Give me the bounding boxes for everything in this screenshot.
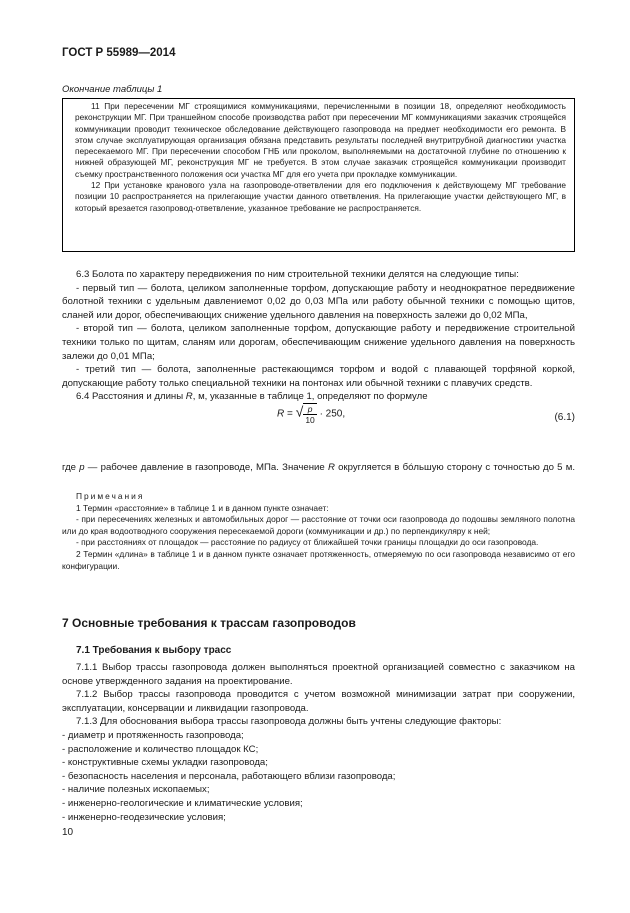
swamp-type-3: - третий тип — болота, заполненные растекающимся торфом и водой с плавающей торфяной коркой, допускающие работу только специальной техники на понтонах или обычной техники с плавучих средств.	[62, 364, 575, 389]
swamp-type-2: - второй тип — болота, целиком заполненные торфом, допускающие работу и передвижение строительной техники только по щитам, сланям или дорогам, обеспечивающим снижение удельного давления на поверхность залежи до 0,01 МПа;	[62, 323, 575, 362]
section-6-4-intro: 6.4 Расстояния и длины R, м, указанные в таблице 1, определяют по формуле	[76, 391, 428, 403]
factor-item: - диаметр и протяженность газопровода;	[62, 729, 244, 741]
note-1-roads: - при пересечениях железных и автомобильных дорог — расстояние от точки оси газопровода до подошвы земляного полотна или до края водоотводного сооружения пересекаемой дороги (коммуникации и др.) по перпендикуляру к ней;	[62, 514, 575, 536]
document-header: ГОСТ Р 55989—2014	[62, 47, 176, 59]
factor-item: - расположение и количество площадок КС;	[62, 743, 259, 755]
table-note-11: 11 При пересечении МГ строящимися коммуникациями, перечисленными в позиции 18, определяют необходимость реконструкции МГ. При траншейном способе производства работ при пересечении МГ коммуникациями заказчик строящейся коммуникации проводит техническое обследование действующего газопровода на предмет необходимости его ремонта. В этом случае эксплуатирующая организация обязана представить результаты последней внутритрубной диагностики участка пересекаемого МГ. При пересечении способом ГНБ или проколом, выполняемыми на достаточной глубине по отношению к нижней образующей МГ, реконструкция МГ не требуется. В этом случае заказчик строящейся коммуникации производит съемку пространственного положения оси участка МГ для его учета при прокладке коммуникации.	[75, 101, 566, 179]
factor-item: - конструктивные схемы укладки газопровода;	[62, 757, 268, 769]
formula-6-1	[62, 399, 575, 439]
formula-number: (6.1)	[554, 412, 575, 423]
formula-expression: R = √ $\frac{p}{10}$ · 250,	[277, 403, 346, 425]
factor-item: - безопасность населения и персонала, работающего вблизи газопровода;	[62, 770, 396, 782]
table-notes-box	[62, 98, 575, 252]
swamp-type-1: - первый тип — болота, целиком заполненные торфом, допускающие работу и неоднократное передвижение болотной техники с удельным давлениемот 0,02 до 0,03 МПа или работу обычной техники с помощью щитов, сланей или дорог, обеспечивающих снижение удельного давления на поверхность залежи до 0,02 МПа,	[62, 282, 575, 321]
factor-item: - инженерно-геологические и климатические условия;	[62, 797, 303, 809]
factor-item: - наличие полезных ископаемых;	[62, 784, 210, 796]
notes-title: Примечания	[76, 491, 145, 501]
section-6-3	[62, 268, 575, 404]
note-1-sites: - при расстояниях от площадок — расстояние по радиусу от ближайшей точки границы площадки до оси газопровода.	[76, 537, 539, 548]
notes-block	[62, 491, 575, 572]
section-7-1-title: 7.1 Требования к выбору трасс	[76, 645, 232, 656]
table-note-12: 12 При установке кранового узла на газопроводе-ответвлении для его подключения к действующему МГ требование позиции 10 распространяется на прилегающие участки данного ответвления. На прилегающие участки действующего МГ, в который врезается газопровод-ответвление, указанное требование не распространяется.	[75, 180, 566, 213]
section-7-1-body	[62, 661, 575, 824]
formula-explanation: где p — рабочее давление в газопроводе, МПа. Значение R округляется в бóльшую сторону с точностью до 5 м.	[62, 462, 575, 473]
formula-fraction: $\frac{p}{10}$	[305, 404, 315, 425]
table-caption: Окончание таблицы 1	[62, 84, 163, 95]
section-7-title: 7 Основные требования к трассам газопроводов	[62, 616, 356, 630]
para-7-1-3: 7.1.3 Для обоснования выбора трассы газопровода должны быть учтены следующие факторы:	[76, 716, 502, 728]
note-1-intro: 1 Термин «расстояние» в таблице 1 и в данном пункте означает:	[76, 502, 329, 513]
section-6-3-intro: 6.3 Болота по характеру передвижения по ним строительной техники делятся на следующие типы:	[76, 269, 519, 280]
page-number: 10	[62, 827, 74, 838]
para-7-1-1: 7.1.1 Выбор трассы газопровода должен выполняться проектной организацией совместно с заказчиком на основе утвержденного задания на проектирование.	[62, 662, 575, 687]
para-7-1-2: 7.1.2 Выбор трассы газопровода проводится с учетом возможной минимизации затрат при сооружении, эксплуатации, консервации и ликвидации газопровода.	[62, 689, 575, 714]
factor-item: - инженерно-геодезические условия;	[62, 811, 226, 823]
note-2: 2 Термин «длина» в таблице 1 и в данном пункте означает протяженность, отмеряемую по оси газопровода независимо от его конфигурации.	[62, 548, 575, 571]
